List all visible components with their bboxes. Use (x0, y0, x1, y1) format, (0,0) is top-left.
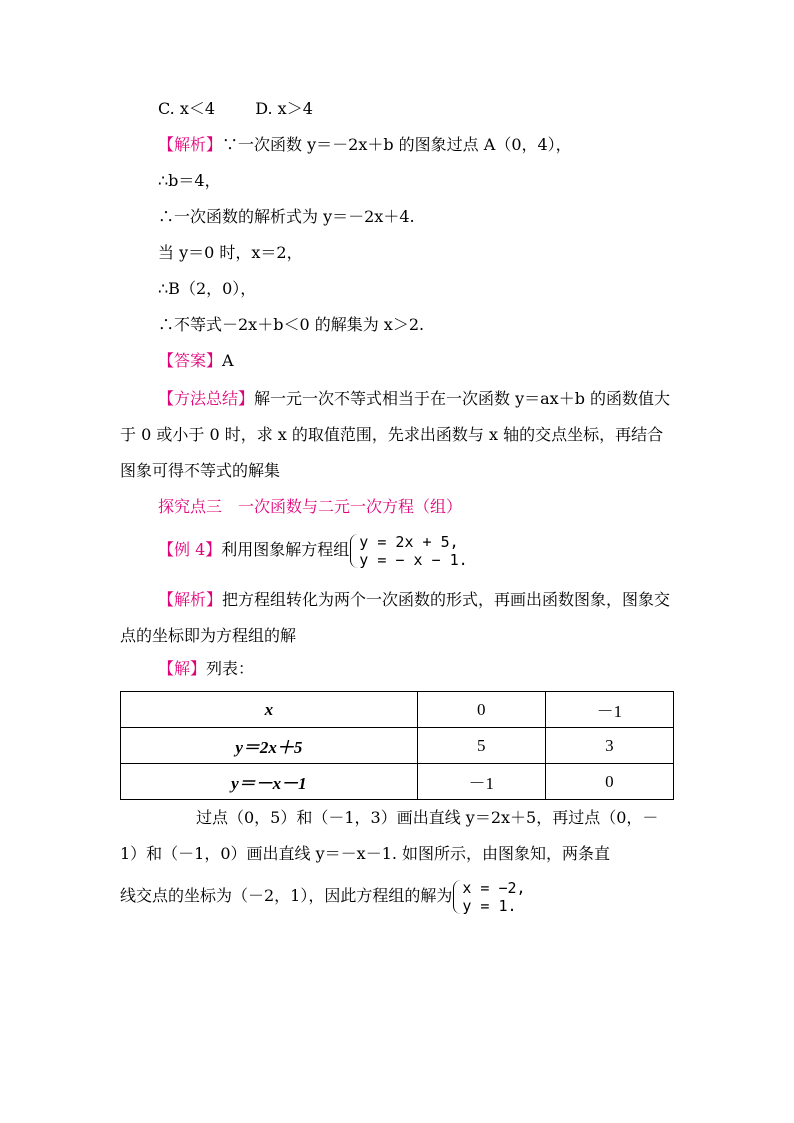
solution-system (452, 879, 525, 915)
conclusion-text-3: 线交点的坐标为（－2，1），因此方程组的解为 (120, 886, 453, 905)
method-summary (120, 381, 674, 489)
analysis2-tag: 【解析】 (158, 590, 223, 609)
analysis-text-1: ∵一次函数 y＝－2x＋b 的图象过点 A（0，4）， (222, 135, 572, 154)
table-row (121, 692, 674, 728)
value-table (120, 691, 674, 800)
solution-line (158, 657, 254, 681)
table-row (121, 764, 674, 800)
table-cell: －1 (417, 764, 545, 800)
solution-text: 列表： (206, 659, 255, 678)
table-row (121, 728, 674, 764)
section-title: 探究点三 一次函数与二元一次方程（组） (158, 497, 463, 516)
analysis-tag: 【解析】 (158, 135, 223, 154)
table-cell: 5 (417, 728, 545, 764)
solution-y: y = 1. (462, 896, 517, 915)
table-cell: －1 (545, 692, 673, 728)
equation-1: y = 2x + 5, (359, 532, 459, 551)
example-text: 利用图象解方程组 (221, 540, 350, 559)
conclusion-line-3 (120, 876, 526, 916)
choice-d: D. x＞4 (255, 99, 313, 118)
table-cell: y＝－x－1 (121, 764, 418, 800)
conclusion-line-2: 1）和（－1，0）画出直线 y＝－x－1. 如图所示，由图象知，两条直 (120, 844, 611, 863)
answer-value: A (222, 351, 234, 370)
table-cell: 0 (417, 692, 545, 728)
answer-tag: 【答案】 (158, 351, 223, 370)
analysis-2 (120, 582, 674, 654)
analysis-line-6: ∴不等式－2x＋b＜0 的解集为 x＞2. (158, 315, 425, 334)
analysis-line-5: ∴B（2，0）， (158, 279, 257, 298)
table-cell: 0 (545, 764, 673, 800)
table-cell: 3 (545, 728, 673, 764)
analysis-line-2: ∴b＝4， (158, 171, 221, 190)
analysis-line-3: ∴一次函数的解析式为 y＝－2x＋4. (158, 207, 415, 226)
example-4 (158, 530, 468, 570)
analysis-line-4: 当 y＝0 时，x＝2， (158, 243, 303, 262)
example-tag: 【例 4】 (158, 540, 222, 559)
equation-system (349, 533, 467, 569)
method-tag: 【方法总结】 (158, 389, 255, 408)
table-cell: x (121, 692, 418, 728)
choices-line (158, 97, 313, 121)
choice-c: C. x＜4 (158, 99, 216, 118)
table-cell: y＝2x＋5 (121, 728, 418, 764)
conclusion-line-1: 过点（0，5）和（－1，3）画出直线 y＝2x＋5，再过点（0，－ (196, 808, 659, 827)
solution-x: x = −2, (462, 878, 526, 897)
analysis-line-1 (158, 133, 572, 157)
solution-tag: 【解】 (158, 659, 207, 678)
analysis2-text: 把方程组转化为两个一次函数的形式，再画出函数图象，图象交点的坐标即为方程组的解 (120, 590, 671, 645)
answer-line (158, 349, 234, 373)
equation-2: y = − x − 1. (359, 550, 468, 569)
method-text: 解一元一次不等式相当于在一次函数 y＝ax＋b 的函数值大于 0 或小于 0 时，求 x 的取值范围，先求出函数与 x 轴的交点坐标，再结合图象可得不等式的解集 (120, 389, 671, 480)
